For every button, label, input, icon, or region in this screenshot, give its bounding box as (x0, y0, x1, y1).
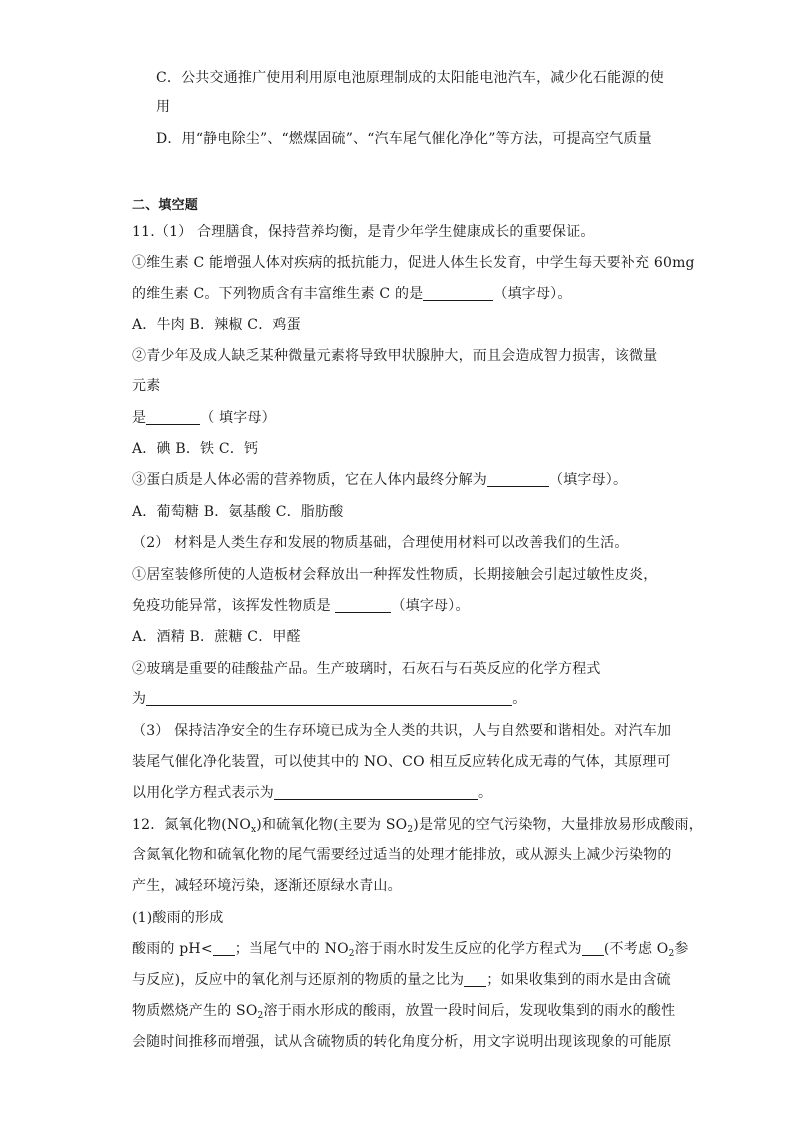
q11-element-options: A．碘 B．铁 C．钙 (132, 441, 259, 457)
q10-option-c-line2: 用 (156, 99, 171, 115)
q11-vitamin-line1: ①维生素 C 能增强人体对疾病的抵抗能力，促进人体生长发育，中学生每天要补充 60mg (132, 255, 695, 271)
q12-line6: 与反应)，反应中的氧化剂与还原剂的物质的量之比为 ；如果收集到的雨水是由含硫 (132, 972, 671, 988)
answer-blank[interactable] (335, 598, 391, 613)
q10-option-c-line1: C．公共交通推广使用利用原电池原理制成的太阳能电池汽车，减少化石能源的使 (156, 70, 664, 86)
answer-blank[interactable] (464, 972, 486, 987)
answer-blank[interactable] (213, 941, 235, 956)
q11-protein-line: ③蛋白质是人体必需的营养物质，它在人体内最终分解为 （填字母）。 (132, 472, 628, 488)
q11-vitamin-line2: 的维生素 C。下列物质含有丰富维生素 C 的是 （填字母）。 (132, 286, 572, 302)
q12-subheading-acid-rain: (1)酸雨的形成 (132, 910, 224, 926)
q11-glass-line2: 为 。 (132, 691, 527, 707)
section-title: 二、填空题 (132, 198, 199, 213)
q11-part1: 11.（1） 合理膳食，保持营养均衡，是青少年学生健康成长的重要保证。 (132, 224, 595, 240)
q11-material-line2: 免疫功能异常，该挥发性物质是 （填字母）。 (132, 598, 470, 614)
q11-part3-line2: 装尾气催化净化装置，可以使其中的 NO、CO 相互反应转化成无毒的气体，其原理可 (132, 754, 671, 770)
q12-line7: 物质燃烧产生的 $SO_2$溶于雨水形成的酸雨，放置一段时间后，发现收集到的雨水的酸性 (132, 1003, 676, 1021)
q11-part3-line3: 以用化学方程式表示为 。 (132, 785, 493, 801)
q11-part2: （2） 材料是人类生存和发展的物质基础，合理使用材料可以改善我们的生活。 (132, 535, 629, 551)
q12-line3: 产生，减轻环境污染，逐渐还原绿水青山。 (132, 878, 402, 894)
answer-blank[interactable] (582, 941, 604, 956)
answer-blank[interactable] (423, 286, 493, 301)
q11-protein-options: A．葡萄糖 B．氨基酸 C．脂肪酸 (132, 504, 344, 520)
q11-material-options: A．酒精 B．蔗糖 C．甲醛 (132, 629, 301, 645)
q11-part3-line1: （3） 保持洁净安全的生存环境已成为全人类的共识，人与自然要和谐相处。对汽车加 (132, 723, 672, 739)
q11-element-line1: ②青少年及成人缺乏某种微量元素将导致甲状腺肿大，而且会造成智力损害，该微量 (132, 348, 658, 364)
q11-element-line3: 是 （ 填字母） (132, 410, 276, 426)
answer-blank[interactable] (146, 410, 200, 425)
q12-line8: 会随时间推移而增强，试从含硫物质的转化角度分析，用文字说明出现该现象的可能原 (132, 1034, 672, 1050)
q11-vitamin-options: A．牛肉 B．辣椒 C．鸡蛋 (132, 317, 301, 333)
q11-material-line1: ①居室装修所使的人造板材会释放出一种挥发性物质，长期接触会引起过敏性皮炎， (132, 567, 658, 583)
q11-glass-line1: ②玻璃是重要的硅酸盐产品。生产玻璃时，石灰石与石英反应的化学方程式 (132, 661, 601, 677)
q12-line2: 含氮氧化物和硫氧化物的尾气需要经过适当的处理才能排放，或从源头上减少污染物的 (132, 847, 672, 863)
answer-blank[interactable] (487, 472, 549, 487)
q12-line5: 酸雨的 pH< ；当尾气中的 $NO_2$溶于雨水时发生反应的化学方程式为 (不考虑 $O_2$参 (132, 941, 689, 959)
q12-line1: 12．氮氧化物$(NO_x)$和硫氧化物(主要为 $SO_2$)是常见的空气污染物，大量排放易形成酸雨， (132, 817, 703, 835)
answer-blank[interactable] (146, 691, 512, 706)
q10-option-d: D．用“静电除尘”、“燃煤固硫”、“汽车尾气催化净化”等方法，可提高空气质量 (156, 131, 652, 147)
q11-element-line2: 元素 (132, 378, 161, 394)
answer-blank[interactable] (274, 785, 478, 800)
